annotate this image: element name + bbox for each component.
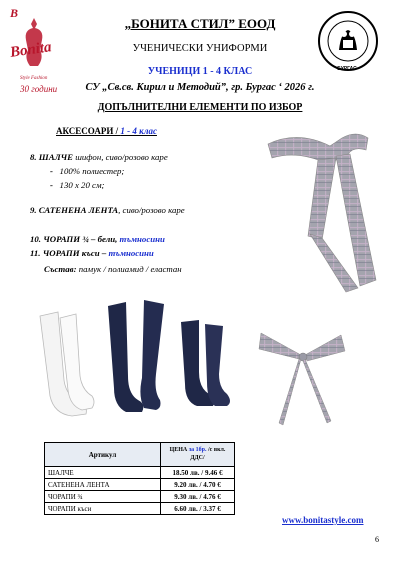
table-header-price-unit: за 1бр. (187, 447, 207, 454)
page-subtitle: УЧЕНИЧЕСКИ УНИФОРМИ (132, 43, 268, 54)
item-socks-short (30, 248, 154, 258)
navy-knee-socks-image (104, 296, 169, 416)
table-header-row (45, 443, 235, 467)
item-scarf-spec2-text: 130 х 20 см; (59, 180, 105, 190)
table-cell-price: 18.50 лв. / 9.46 € (161, 467, 235, 479)
logo-tagline: Style Fashion (20, 76, 48, 81)
item-scarf-spec1: - 100% полиестер; (50, 166, 125, 176)
grade-heading: УЧЕНИЦИ 1 - 4 КЛАС (147, 66, 253, 77)
section-grade: 1 - 4 клас (120, 126, 157, 136)
item-scarf-spec2: - 130 х 20 см; (50, 180, 105, 190)
item-socks34-desc: – бели, (88, 234, 120, 244)
table-cell-name: ЧОРАПИ къси (45, 503, 161, 515)
table-cell-price: 9.20 лв. / 4.70 € (161, 479, 235, 491)
item-scarf-title: 8. ШАЛЧЕ (30, 152, 74, 162)
school-name: СУ „Св.св. Кирил и Методий”, гр. Бургас ‘ 2026 г. (85, 82, 315, 93)
item-scarf-desc: шифон, сиво/розово каре (73, 152, 168, 162)
website-link[interactable]: www.bonitastyle.com (282, 515, 364, 525)
price-table (44, 442, 235, 515)
item-socks-short-color: тъмносини (108, 248, 154, 258)
composition-value: памук / полиамид / еластан (76, 264, 182, 274)
table-cell-name: ШАЛЧЕ (45, 467, 161, 479)
item-socks-short-desc: – (99, 248, 109, 258)
scarf-image (258, 120, 378, 300)
item-socks34-color: тъмносини (119, 234, 165, 244)
table-row (45, 491, 235, 503)
page-number: 6 (375, 535, 379, 544)
item-socks34-title: 10. ЧОРАПИ ¾ (30, 234, 89, 244)
table-row (45, 503, 235, 515)
logo-brand: Bonita (9, 39, 53, 61)
seal-city: БУРГАС (337, 66, 357, 72)
item-ribbon (30, 205, 185, 215)
ribbon-image (253, 325, 353, 435)
item-scarf (30, 152, 168, 162)
composition-label: Състав: (44, 264, 77, 274)
table-cell-price: 6.60 лв. / 3.37 € (161, 503, 235, 515)
white-socks-image (36, 310, 96, 420)
logo-years: 30 години (20, 84, 58, 94)
section-title: АКСЕСОАРИ / (56, 126, 121, 136)
item-socks34 (30, 234, 165, 244)
table-cell-price: 9.30 лв. / 4.76 € (161, 491, 235, 503)
logo-mark: B (10, 6, 19, 20)
table-cell-name: ЧОРАПИ ¾ (45, 491, 161, 503)
table-header-price-label: ЦЕНА (169, 447, 188, 454)
item-scarf-spec1-text: 100% полиестер; (59, 166, 125, 176)
item-ribbon-desc: , сиво/розово каре (118, 205, 185, 215)
navy-short-socks-image (175, 316, 235, 411)
table-row (45, 479, 235, 491)
item-socks-short-title: 11. ЧОРАПИ къси (30, 248, 100, 258)
table-header-name: Артикул (45, 443, 161, 467)
item-ribbon-title: 9. САТЕНЕНА ЛЕНТА (30, 205, 119, 215)
table-header-price (161, 443, 235, 467)
company-name: „БОНИТА СТИЛ” ЕООД (124, 16, 276, 31)
table-row (45, 467, 235, 479)
section-heading (56, 126, 157, 136)
table-cell-name: САТЕНЕНА ЛЕНТА (45, 479, 161, 491)
extras-heading: ДОПЪЛНИТЕЛНИ ЕЛЕМЕНТИ ПО ИЗБОР (97, 102, 303, 113)
table-header-price-vat: /с вкл. ДДС/ (190, 447, 226, 461)
composition (44, 264, 182, 274)
